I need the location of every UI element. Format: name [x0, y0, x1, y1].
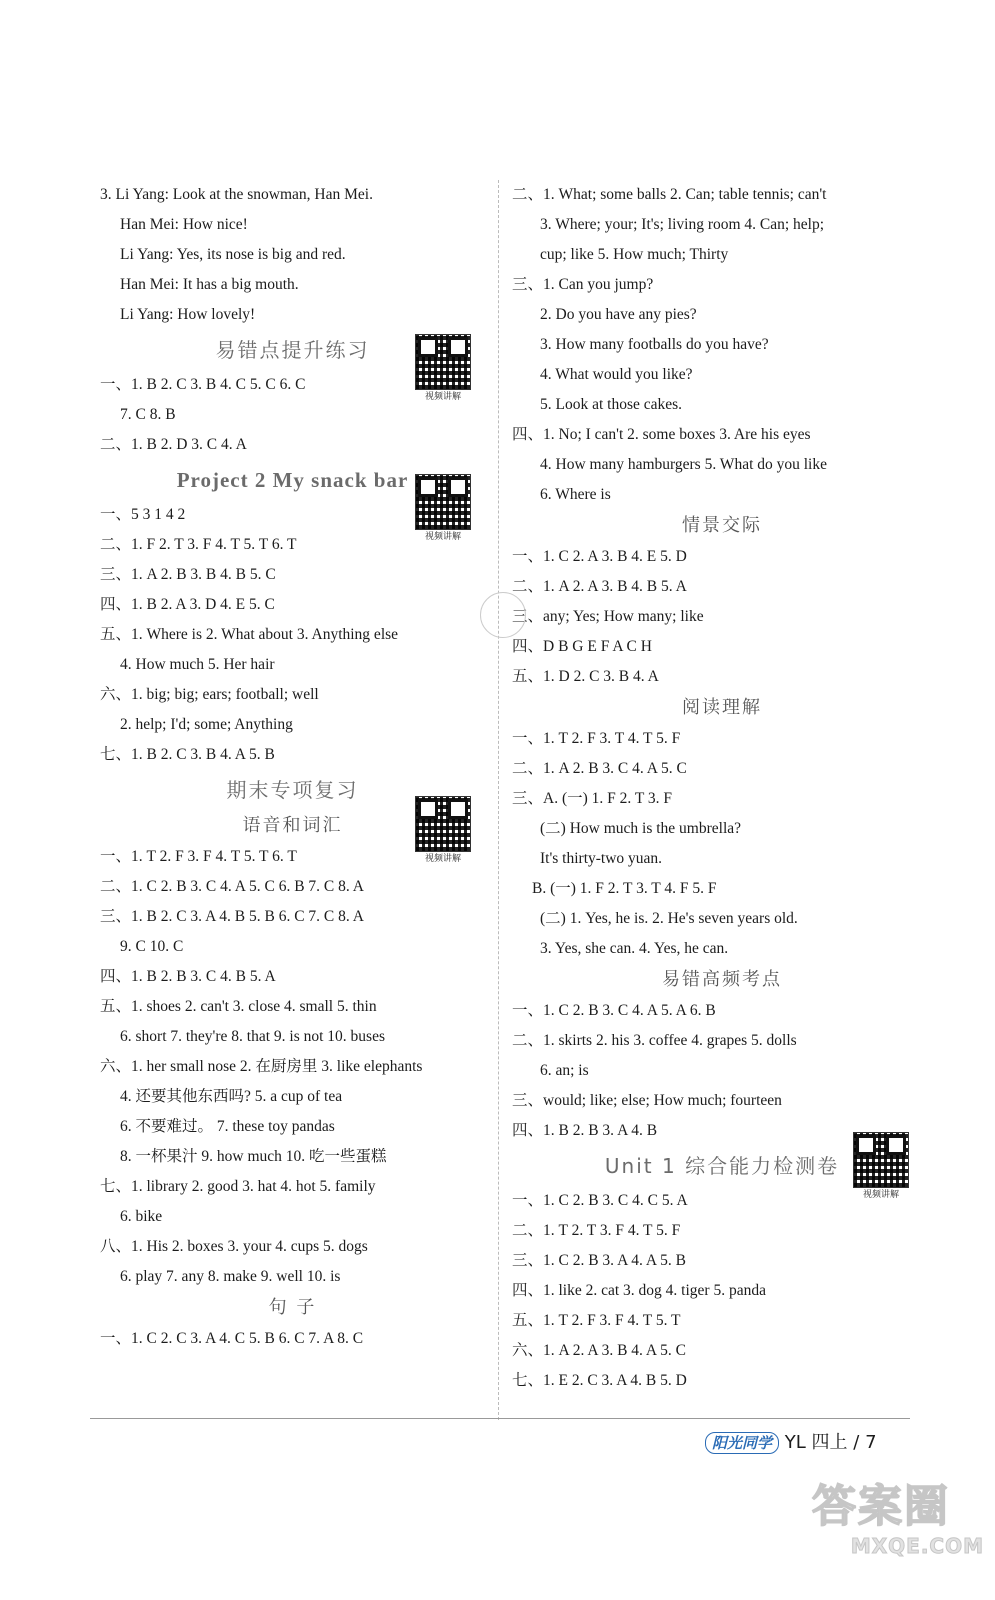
answer-line: Han Mei: How nice!	[120, 216, 248, 233]
answer-line: 四、1. No; I can't 2. some boxes 3. Are his eyes	[512, 426, 811, 443]
answer-line: 4. How many hamburgers 5. What do you like	[540, 456, 827, 473]
right-column	[512, 180, 932, 1396]
answer-line: 6. 不要难过。 7. these toy pandas	[120, 1118, 335, 1135]
answer-line: cup; like 5. How much; Thirty	[540, 246, 729, 263]
subsection-heading: 语音和词汇	[242, 815, 343, 836]
answer-line: 一、1. B 2. C 3. B 4. C 5. C 6. C	[100, 376, 306, 393]
brand-logo: 阳光同学	[705, 1432, 779, 1454]
answer-line: 一、1. T 2. F 3. T 4. T 5. F	[512, 730, 681, 747]
answer-line: 4. What would you like?	[540, 366, 693, 383]
answer-line: 七、1. library 2. good 3. hat 4. hot 5. family	[100, 1178, 376, 1195]
answer-line: 二、1. A 2. B 3. C 4. A 5. C	[512, 760, 687, 777]
answer-line: 一、1. C 2. B 3. C 4. C 5. A	[512, 1192, 688, 1209]
section-heading: 期末专项复习	[226, 778, 359, 802]
answer-line: Li Yang: How lovely!	[120, 306, 256, 323]
answer-line: 一、1. C 2. A 3. B 4. E 5. D	[512, 548, 687, 565]
subsection-heading: 情景交际	[682, 515, 762, 536]
answer-line: 五、1. Where is 2. What about 3. Anything else	[100, 626, 399, 643]
answer-line: 3. Where; your; It's; living room 4. Can; help;	[540, 216, 825, 233]
answer-line: B. (一) 1. F 2. T 3. T 4. F 5. F	[532, 880, 717, 897]
watermark-main: 答案圈	[812, 1481, 950, 1532]
answer-line: 四、D B G E F A C H	[512, 638, 652, 655]
answer-line: 三、1. Can you jump?	[512, 276, 654, 293]
answer-line: 5. Look at those cakes.	[540, 396, 683, 413]
answer-line: 二、1. C 2. B 3. C 4. A 5. C 6. B 7. C 8. A	[100, 878, 364, 895]
answer-line: 6. bike	[120, 1208, 163, 1225]
answer-line: 五、1. D 2. C 3. B 4. A	[512, 668, 659, 685]
qr-code-icon[interactable]	[415, 334, 471, 406]
answer-line: 4. 还要其他东西吗? 5. a cup of tea	[120, 1088, 343, 1105]
answer-line: 六、1. A 2. A 3. B 4. A 5. C	[512, 1342, 686, 1359]
qr-caption: 视频讲解	[424, 392, 461, 402]
answer-line: 一、5 3 1 4 2	[100, 506, 186, 523]
answer-line: 四、1. like 2. cat 3. dog 4. tiger 5. panda	[512, 1282, 766, 1299]
answer-line: 6. an; is	[540, 1062, 589, 1079]
answer-line: 7. C 8. B	[120, 406, 176, 423]
answer-line: 三、1. C 2. B 3. A 4. A 5. B	[512, 1252, 686, 1269]
answer-line: 三、A. (一) 1. F 2. T 3. F	[512, 790, 673, 807]
section-heading: Unit 1 综合能力检测卷	[604, 1154, 840, 1178]
qr-code-icon[interactable]	[415, 796, 471, 868]
answer-line: 2. Do you have any pies?	[540, 306, 697, 323]
answer-line: 五、1. T 2. F 3. F 4. T 5. T	[512, 1312, 681, 1329]
answer-line: 七、1. B 2. C 3. B 4. A 5. B	[100, 746, 275, 763]
qr-code-icon[interactable]	[853, 1132, 909, 1204]
footer-rule	[90, 1418, 910, 1419]
answer-line: 4. How much 5. Her hair	[120, 656, 275, 673]
subsection-heading: 易错高频考点	[662, 969, 782, 990]
answer-line: 一、1. C 2. B 3. C 4. A 5. A 6. B	[512, 1002, 716, 1019]
answer-line: 四、1. B 2. B 3. C 4. B 5. A	[100, 968, 276, 985]
answer-line: 三、1. B 2. C 3. A 4. B 5. B 6. C 7. C 8. A	[100, 908, 364, 925]
answer-line: Han Mei: It has a big mouth.	[120, 276, 299, 293]
answer-line: 6. play 7. any 8. make 9. well 10. is	[120, 1268, 341, 1285]
answer-line: 四、1. B 2. B 3. A 4. B	[512, 1122, 658, 1139]
subsection-heading: 阅读理解	[682, 697, 762, 718]
answer-line: 6. short 7. they're 8. that 9. is not 10. buses	[120, 1028, 385, 1045]
qr-caption: 视频讲解	[862, 1190, 899, 1200]
answer-line: 二、1. A 2. A 3. B 4. B 5. A	[512, 578, 687, 595]
answer-line: 八、1. His 2. boxes 3. your 4. cups 5. dogs	[100, 1238, 368, 1255]
grade-label: 四上	[811, 1432, 848, 1453]
answer-line: 二、1. B 2. D 3. C 4. A	[100, 436, 247, 453]
answer-line: 三、would; like; else; How much; fourteen	[512, 1092, 782, 1109]
column-divider	[498, 180, 499, 1420]
answer-line: 五、1. shoes 2. can't 3. close 4. small 5. thin	[100, 998, 377, 1015]
circular-stamp-icon	[480, 592, 526, 638]
answer-line: 二、1. What; some balls 2. Can; table tennis; can't	[512, 186, 827, 203]
qr-code-icon[interactable]	[415, 474, 471, 546]
answer-line: 一、1. C 2. C 3. A 4. C 5. B 6. C 7. A 8. C	[100, 1330, 364, 1347]
watermark	[812, 1470, 984, 1588]
answer-line: 二、1. F 2. T 3. F 4. T 5. T 6. T	[100, 536, 297, 553]
answer-line: (二) How much is the umbrella?	[540, 820, 742, 837]
subsection-heading: 句 子	[268, 1297, 317, 1318]
answer-line: 6. Where is	[540, 486, 611, 503]
answer-line: It's thirty-two yuan.	[540, 850, 663, 867]
page-number: 7	[865, 1432, 877, 1453]
answer-line: 六、1. big; big; ears; football; well	[100, 686, 319, 703]
answer-line: 3. Yes, she can. 4. Yes, he can.	[540, 940, 729, 957]
answer-line: 3. How many footballs do you have?	[540, 336, 769, 353]
answer-line: 四、1. B 2. A 3. D 4. E 5. C	[100, 596, 275, 613]
answer-line: 三、any; Yes; How many; like	[512, 608, 704, 625]
answer-line: 3. Li Yang: Look at the snowman, Han Mei.	[100, 186, 373, 203]
answer-line: 一、1. T 2. F 3. F 4. T 5. T 6. T	[100, 848, 297, 865]
answer-line: 二、1. T 2. T 3. F 4. T 5. F	[512, 1222, 681, 1239]
answer-line: Li Yang: Yes, its nose is big and red.	[120, 246, 346, 263]
answer-line: 2. help; I'd; some; Anything	[120, 716, 293, 733]
answer-line: 9. C 10. C	[120, 938, 184, 955]
answer-line: 二、1. skirts 2. his 3. coffee 4. grapes 5. dolls	[512, 1032, 797, 1049]
page-footer	[705, 1428, 925, 1458]
series-code: YL	[784, 1432, 806, 1453]
section-heading: 易错点提升练习	[215, 338, 370, 362]
answer-line: 七、1. E 2. C 3. A 4. B 5. D	[512, 1372, 687, 1389]
answer-line: 三、1. A 2. B 3. B 4. B 5. C	[100, 566, 276, 583]
answer-line: 六、1. her small nose 2. 在厨房里 3. like elephants	[100, 1058, 423, 1075]
page-separator: /	[853, 1432, 860, 1453]
qr-caption: 视频讲解	[424, 532, 461, 542]
section-heading: Project 2 My snack bar	[176, 468, 409, 492]
answer-line: (二) 1. Yes, he is. 2. He's seven years old.	[540, 910, 798, 927]
answer-line: 8. 一杯果汁 9. how much 10. 吃一些蛋糕	[120, 1148, 387, 1165]
watermark-url: MXQE.COM	[850, 1534, 984, 1558]
qr-caption: 视频讲解	[424, 854, 461, 864]
